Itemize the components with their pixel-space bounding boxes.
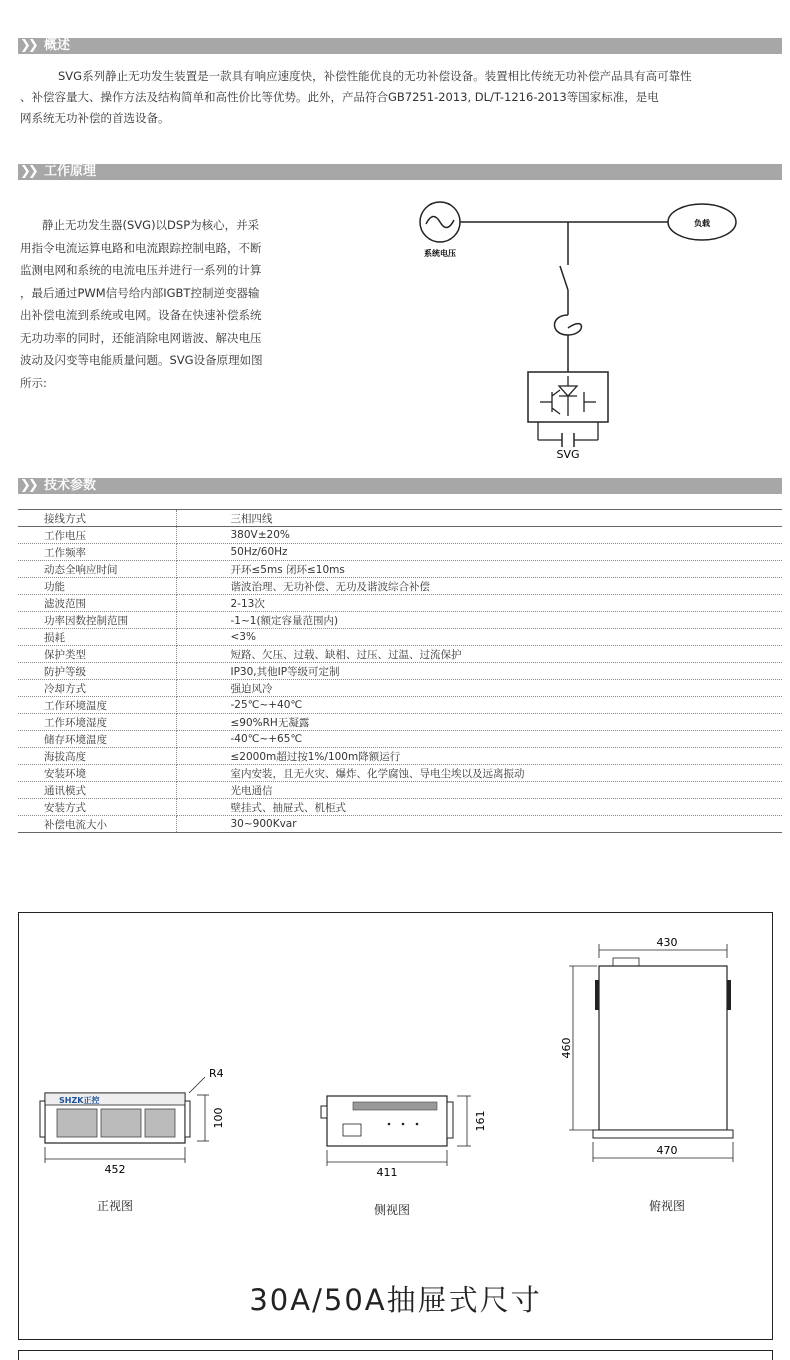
chevron-right-icon: ❯❯ bbox=[20, 478, 36, 493]
top-panel bbox=[599, 966, 727, 1130]
top-view-drawing bbox=[559, 918, 759, 1178]
table-row bbox=[18, 799, 782, 816]
spec-value: 强迫风冷 bbox=[176, 680, 782, 697]
principle-paragraph bbox=[20, 214, 310, 394]
table-row bbox=[18, 714, 782, 731]
terminal-block bbox=[343, 1124, 361, 1136]
side-view-drawing bbox=[309, 1088, 509, 1188]
front-view-drawing bbox=[37, 1063, 237, 1183]
spec-value: ≤90%RH无凝露 bbox=[176, 714, 782, 731]
table-row bbox=[18, 578, 782, 595]
table-row bbox=[18, 612, 782, 629]
principle-line: 用指令电流运算电路和电流跟踪控制电路，不断 bbox=[20, 240, 262, 255]
spec-value: 2-13次 bbox=[176, 595, 782, 612]
fan-grille bbox=[145, 1109, 175, 1137]
overview-paragraph bbox=[20, 66, 782, 129]
table-row bbox=[18, 595, 782, 612]
table-row bbox=[18, 561, 782, 578]
spec-key: 损耗 bbox=[18, 629, 176, 646]
principle-line: 波动及闪变等电能质量问题。SVG设备原理如图 bbox=[20, 353, 263, 367]
table-row bbox=[18, 663, 782, 680]
spec-key: 安装环境 bbox=[18, 765, 176, 782]
reactor-icon bbox=[555, 315, 582, 335]
spec-value: 50Hz/60Hz bbox=[176, 544, 782, 561]
spec-key: 保护类型 bbox=[18, 646, 176, 663]
handle-right bbox=[185, 1101, 190, 1137]
switch-icon bbox=[560, 266, 568, 290]
front-height-dim: 100 bbox=[212, 1107, 225, 1129]
chevron-right-icon: ❯❯ bbox=[20, 164, 36, 179]
spec-value: 开环≤5ms 闭环≤10ms bbox=[176, 561, 782, 578]
principle-line: 无功功率的同时，还能消除电网谐波、解决电压 bbox=[20, 330, 262, 345]
spec-value: 室内安装，且无火灾、爆炸、化学腐蚀、导电尘埃以及远离振动 bbox=[176, 765, 782, 782]
top-bottom-width-dim: 470 bbox=[656, 1144, 678, 1157]
table-row bbox=[18, 646, 782, 663]
side-width-dim: 411 bbox=[376, 1166, 398, 1179]
radius-dim: R4 bbox=[209, 1067, 224, 1080]
principle-line: 所示: bbox=[20, 375, 47, 390]
front-width-dim: 452 bbox=[104, 1163, 126, 1176]
spec-key: 补偿电流大小 bbox=[18, 816, 176, 833]
overview-line: 、补偿容量大、操作方法及结构简单和高性价比等优势。此外，产品符合GB7251-2013, DL/T-1216-2013等国家标准，是电 bbox=[20, 90, 659, 104]
spec-key: 动态全响应时间 bbox=[18, 561, 176, 578]
load-label: 负载 bbox=[694, 219, 710, 228]
spec-value: 壁挂式、抽屉式、机柜式 bbox=[176, 799, 782, 816]
table-header-row bbox=[18, 510, 782, 527]
spec-value: 光电通信 bbox=[176, 782, 782, 799]
table-row bbox=[18, 527, 782, 544]
principle-line: ，最后通过PWM信号给内部IGBT控制逆变器输 bbox=[20, 285, 260, 300]
spec-key: 海拔高度 bbox=[18, 748, 176, 765]
principle-line: 监测电网和系统的电流电压并进行一系列的计算 bbox=[20, 263, 262, 277]
principle-line: 出补偿电流到系统或电网。设备在快速补偿系统 bbox=[20, 308, 262, 322]
spec-value: 三相四线 bbox=[176, 510, 782, 527]
section-title: 技术参数 bbox=[44, 478, 97, 493]
top-depth-dim: 460 bbox=[560, 1037, 573, 1059]
diode-icon bbox=[559, 386, 577, 396]
front-flange bbox=[593, 1130, 733, 1138]
section-title: 概述 bbox=[44, 38, 71, 53]
spec-value: -40℃~+65℃ bbox=[176, 731, 782, 748]
dimension-title: 30A/50A抽屉式尺寸 bbox=[249, 1283, 542, 1317]
table-row bbox=[18, 782, 782, 799]
handle-side bbox=[447, 1102, 453, 1138]
table-row bbox=[18, 765, 782, 782]
brand-logo: SHZK正控 bbox=[59, 1096, 100, 1105]
spec-key: 工作电压 bbox=[18, 527, 176, 544]
sine-wave-icon bbox=[426, 216, 454, 227]
svg-principle-diagram bbox=[410, 190, 750, 465]
spec-key: 工作环境湿度 bbox=[18, 714, 176, 731]
spec-value: 谐波治理、无功补偿、无功及谐波综合补偿 bbox=[176, 578, 782, 595]
section-title: 工作原理 bbox=[44, 164, 97, 179]
spec-key: 滤波范围 bbox=[18, 595, 176, 612]
handle-left bbox=[40, 1101, 45, 1137]
spec-key: 工作频率 bbox=[18, 544, 176, 561]
spec-table bbox=[18, 509, 782, 833]
next-panel-edge bbox=[18, 1350, 773, 1360]
table-row bbox=[18, 629, 782, 646]
side-height-dim: 161 bbox=[474, 1110, 487, 1132]
table-row bbox=[18, 680, 782, 697]
device-label: SVG bbox=[556, 448, 580, 461]
spec-key: 工作环境温度 bbox=[18, 697, 176, 714]
source-label: 系统电压 bbox=[424, 249, 456, 258]
vent-slots bbox=[353, 1102, 437, 1110]
principle-line: 静止无功发生器(SVG)以DSP为核心，并采 bbox=[42, 218, 260, 232]
connector-left bbox=[321, 1106, 327, 1118]
table-row bbox=[18, 697, 782, 714]
spec-key: 通讯模式 bbox=[18, 782, 176, 799]
spec-value: -1~1(额定容量范围内) bbox=[176, 612, 782, 629]
spec-key: 安装方式 bbox=[18, 799, 176, 816]
spec-value: 30~900Kvar bbox=[176, 816, 782, 833]
side-view-label: 侧视图 bbox=[374, 1203, 411, 1217]
spec-value: IP30,其他IP等级可定制 bbox=[176, 663, 782, 680]
chevron-right-icon: ❯❯ bbox=[20, 38, 36, 53]
table-row bbox=[18, 816, 782, 833]
table-row bbox=[18, 544, 782, 561]
spec-key: 功能 bbox=[18, 578, 176, 595]
fan-grille bbox=[57, 1109, 97, 1137]
spec-value: -25℃~+40℃ bbox=[176, 697, 782, 714]
top-view-label: 俯视图 bbox=[649, 1199, 686, 1213]
top-connector bbox=[613, 958, 639, 966]
table-row bbox=[18, 731, 782, 748]
section-header-principle bbox=[18, 164, 782, 180]
fan-grille bbox=[101, 1109, 141, 1137]
spec-key: 接线方式 bbox=[18, 510, 176, 527]
spec-value: 短路、欠压、过载、缺相、过压、过温、过流保护 bbox=[176, 646, 782, 663]
spec-value: 380V±20% bbox=[176, 527, 782, 544]
spec-value: ≤2000m超过按1%/100m降额运行 bbox=[176, 748, 782, 765]
spec-key: 防护等级 bbox=[18, 663, 176, 680]
overview-line: SVG系列静止无功发生装置是一款具有响应速度快，补偿性能优良的无功补偿设备。装置相比传统无功补偿产品具有高可靠性 bbox=[58, 69, 692, 83]
overview-line: 网系统无功补偿的首选设备。 bbox=[20, 111, 170, 125]
table-row bbox=[18, 748, 782, 765]
section-header-overview bbox=[18, 38, 782, 54]
dimension-drawing-panel bbox=[18, 912, 773, 1340]
spec-key: 储存环境温度 bbox=[18, 731, 176, 748]
section-header-specs bbox=[18, 478, 782, 494]
front-view-label: 正视图 bbox=[97, 1199, 134, 1213]
top-width-dim: 430 bbox=[656, 936, 678, 949]
spec-key: 功率因数控制范围 bbox=[18, 612, 176, 629]
spec-value: <3% bbox=[176, 629, 782, 646]
spec-key: 冷却方式 bbox=[18, 680, 176, 697]
